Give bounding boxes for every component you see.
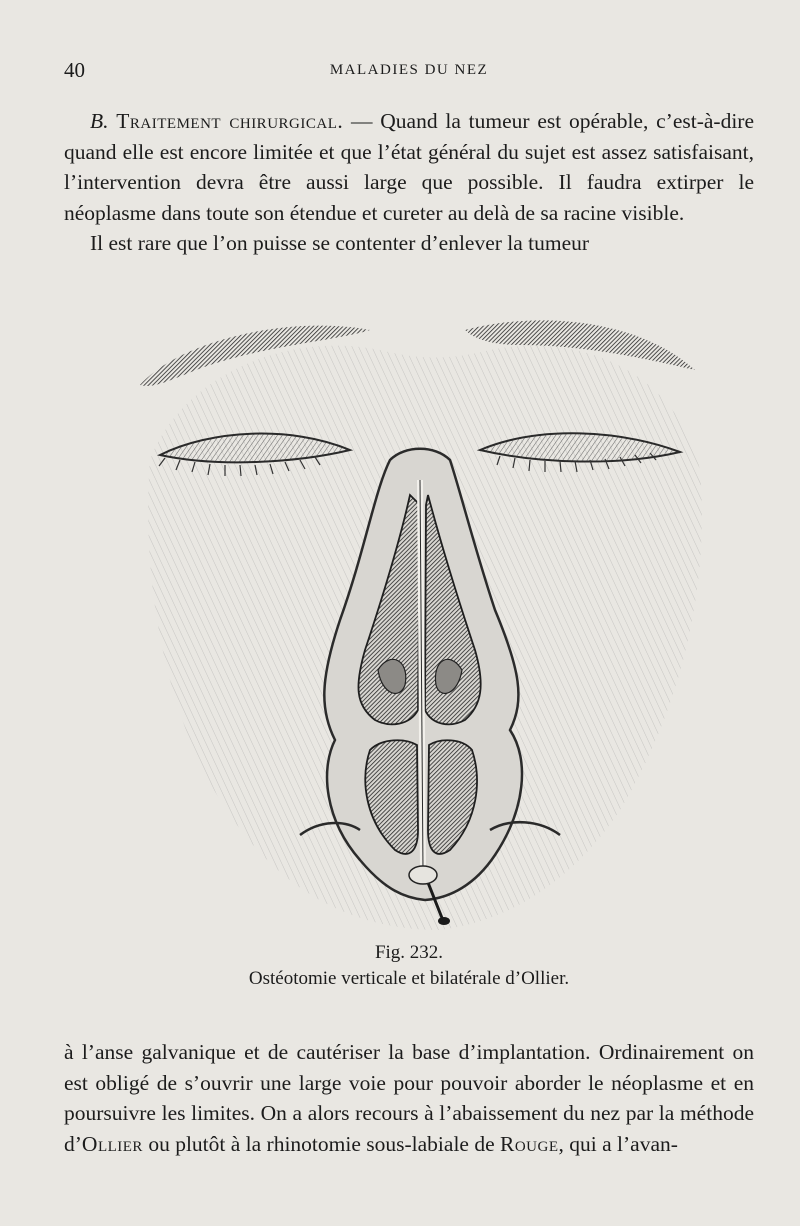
figure-illustration — [120, 290, 720, 940]
septum-base — [409, 866, 437, 884]
page-header — [64, 58, 754, 88]
paragraph-surgical-treatment — [64, 106, 754, 228]
bottom-text — [64, 1037, 754, 1159]
figure-label: Fig. 232. — [374, 942, 444, 963]
paragraph-2-start: Il est rare que l’on puisse se contenter d’enlever la tumeur — [90, 231, 590, 255]
continuation-text-3: , qui a l’avan- — [558, 1131, 678, 1156]
running-title: MALADIES DU NEZ — [329, 62, 489, 78]
section-label: B. — [90, 109, 109, 133]
instrument-tip — [438, 917, 450, 925]
author-name-ollier: Ollier — [81, 1131, 143, 1156]
top-text — [64, 106, 754, 259]
paragraph-1-text: — Quand la tumeur est opérable, c’est-à-dire quand elle est encore limitée et que l’état général du sujet est assez satisfaisant, l’intervention devra être aussi large que possible. Il faudra extirper le néoplasme dans toute son étendue et cureter au delà de sa racine visible. — [64, 109, 754, 225]
section-heading: Traitement chirurgical. — [116, 109, 344, 133]
author-name-rouge: Rouge — [500, 1131, 559, 1156]
figure-caption: Ostéotomie verticale et bilatérale d’Ollier. — [248, 968, 570, 989]
continuation-text-2: ou plutôt à la rhinotomie sous-labiale de — [142, 1131, 500, 1156]
continuation-paragraph — [64, 1037, 754, 1159]
continuation-text-1: à l’anse galvanique et de cautériser la base d’implantation. Ordinairement on est obligé de s’ouvrir une large voie pour pouvoir aborder le néoplasme et en poursuivre les limites. On a alors recours à l’abaissement du nez par la méthode d’ — [64, 1040, 754, 1156]
page-number: 40 — [64, 58, 85, 82]
